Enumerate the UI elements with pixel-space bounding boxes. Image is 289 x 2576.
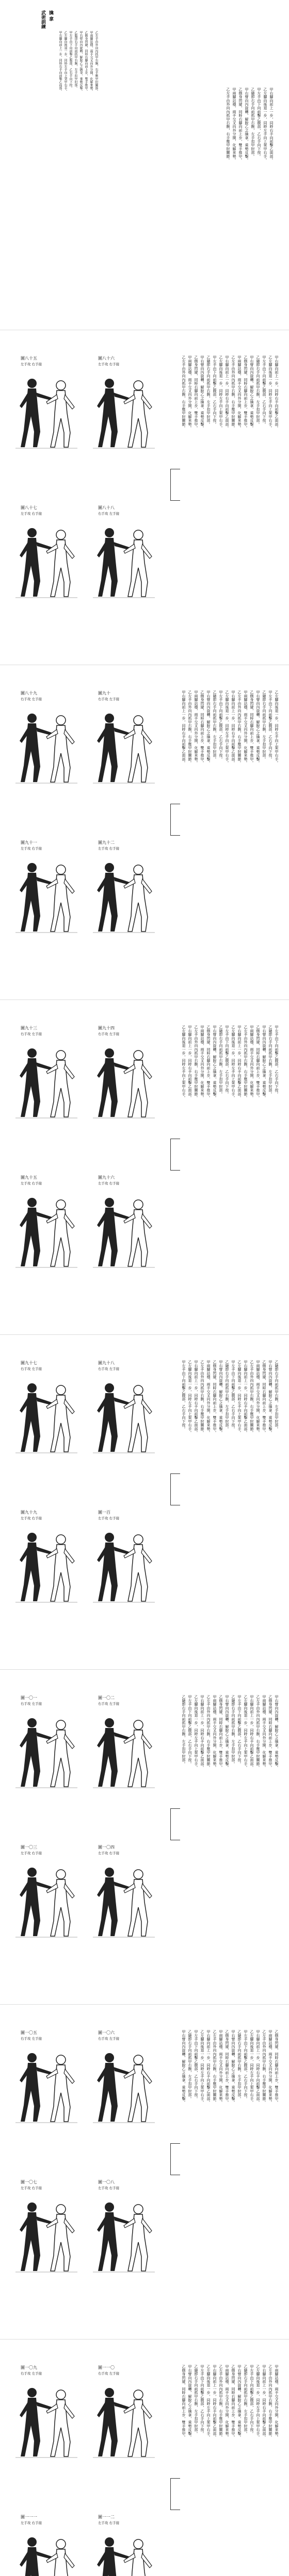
figure-subcaption: 右手攻 左手接	[98, 1032, 120, 1036]
text-line: 乙隨即右手向前抓甲右腕，左手扣甲肘部。	[251, 88, 255, 158]
text-line: 甲右臂向內旋轉，解脫乙之擒拿，乘勢反擊。	[200, 355, 204, 430]
text-line: 乙左手由外向內抓甲右腕，右手壓甲肘關節。	[194, 1025, 198, 1099]
figure-caption: 圖八十九	[21, 691, 37, 696]
figure-subcaption: 右手攻 左手接	[21, 2037, 42, 2041]
text-line: 乙左手由外向內抓甲右腕，右手壓甲肘關節。	[237, 690, 242, 765]
text-line: 乙左手由外向內抓甲右腕，右手壓甲肘關節。	[226, 88, 230, 162]
text-line: 乙隨即右手向前抓甲右腕，左手扣甲肘部。	[244, 2365, 248, 2435]
figure-subcaption: 左手攻 右手接	[98, 2521, 120, 2525]
figure-caption: 圖九十六	[98, 1175, 115, 1180]
text-line: 乙隨即右手向前抓甲右腕，左手扣甲肘部。	[219, 1025, 223, 1096]
text-line: 乙左腳向後退一步，同時左手向上架甲右手。	[200, 2030, 204, 2104]
text-line: 乙左手由外向內抓甲右腕，右手壓甲肘關節。	[244, 1025, 248, 1099]
figure-caption: 圖一一二	[98, 2515, 115, 2519]
figure-subcaption: 左手攻 右手接	[21, 1516, 42, 1520]
text-line: 乙左腳向後退一步，同時左手向上架甲右手。	[63, 31, 67, 93]
text-line: 甲左手由下向前擊乙腹部，乙右手向下按。	[188, 1695, 192, 1766]
text-line: 甲左手由下向前擊乙腹部，乙右手向下按。	[200, 2365, 204, 2435]
figure-caption: 圖一〇三	[21, 1845, 37, 1850]
annotation-bracket	[170, 469, 180, 501]
martial-arts-illustration	[10, 370, 83, 452]
text-line: 甲右臂向內旋轉，解脫乙之擒拿，乘勢反擊。	[245, 88, 249, 162]
text-line: 甲兩腳站穩，兩手交叉向外分開，化解來勢。	[89, 31, 93, 93]
text-line: 甲右腳向前上一步，同時右手向前擊乙面部。	[256, 2030, 260, 2104]
text-line: 甲右臂向內旋轉，解脫乙之擒拿，乘勢反擊。	[79, 31, 83, 93]
text-line: 乙左手由外向內抓甲右腕，右手壓甲肘關節。	[213, 2030, 217, 2104]
page-6	[0, 1674, 289, 2005]
figure-subcaption: 左手攻 右手接	[98, 1516, 120, 1520]
text-line: 甲右腳向前上一步，同時右手向前擊乙面部。	[269, 88, 274, 162]
figure-caption: 圖九十三	[21, 1026, 37, 1030]
text-line: 乙左腳向後退一步，同時左手向上架甲右手。	[231, 1025, 235, 1099]
martial-arts-illustration	[88, 370, 160, 452]
text-line: 甲兩腳站穩，兩手交叉向外分開，化解來勢。	[244, 690, 248, 765]
martial-arts-illustration	[88, 1709, 160, 1792]
text-line: 甲右臂向內旋轉，解脫乙之擒拿，乘勢反擊。	[262, 1025, 266, 1099]
text-line: 甲兩腳站穩，兩手交叉向外分開，化解來勢。	[206, 1360, 211, 1434]
figure-caption: 圖八十五	[21, 356, 37, 361]
text-line: 乙左手由外向內抓甲右腕，右手壓甲肘關節。	[262, 2030, 266, 2104]
text-line: 甲左手由下向前擊乙腹部，乙右手向下按。	[213, 355, 217, 426]
text-line: 乙左手由外向內抓甲右腕，右手壓甲肘關節。	[188, 690, 192, 765]
figure-subcaption: 左手攻 右手接	[21, 362, 42, 366]
text-line: 乙隨即右手向前抓甲右腕，左手扣甲肘部。	[74, 31, 77, 90]
text-line: 甲右腳向前上一步，同時右手向前擊乙面部。	[225, 355, 229, 430]
figure-caption: 圖八十六	[98, 356, 115, 361]
figure-caption: 圖一〇六	[98, 2030, 115, 2035]
text-line: 甲左手由下向前擊乙腹部，乙右手向下按。	[182, 1360, 186, 1431]
text-line: 乙隨即右手向前抓甲右腕，左手扣甲肘部。	[213, 690, 217, 761]
figure-caption: 圖一〇二	[98, 1696, 115, 1700]
page-8	[0, 2344, 289, 2576]
text-line: 乙隨即右手向前抓甲右腕，左手扣甲肘部。	[206, 355, 211, 426]
annotation-bracket	[170, 1808, 180, 1840]
text-line: 乙隨即右手向前抓甲右腕，左手扣甲肘部。	[225, 1360, 229, 1431]
text-line: 乙側身閃避，同時右腳向前上步，雙手推甲。	[244, 355, 248, 430]
text-line: 乙隨即右手向前抓甲右腕，左手扣甲肘部。	[262, 690, 266, 761]
text-line: 乙隨即右手向前抓甲右腕，左手扣甲肘部。	[237, 2030, 242, 2100]
text-line: 乙左手由外向內抓甲右腕，右手壓甲肘關節。	[219, 2365, 223, 2439]
text-line: 乙隨即右手向前抓甲右腕，左手扣甲肘部。	[268, 1025, 272, 1096]
text-line: 乙左腳向後退一步，同時左手向上架甲右手。	[182, 1025, 186, 1099]
text-line: 甲右臂向內旋轉，解脫乙之擒拿，乘勢反擊。	[268, 1360, 272, 1434]
text-line: 甲左手由下向前擊乙腹部，乙右手向下按。	[257, 88, 261, 158]
figure-subcaption: 右手攻 左手接	[98, 2037, 120, 2041]
martial-arts-illustration	[10, 1189, 83, 1272]
text-line: 甲右腳向前上一步，同時右手向前擊乙面部。	[200, 1695, 204, 1769]
text-line: 甲兩腳站穩，兩手交叉向外分開，化解來勢。	[268, 2030, 272, 2104]
figure-caption: 圖八十八	[98, 505, 115, 510]
text-line: 乙側身閃避，同時右腳向前上步，雙手推甲。	[194, 355, 198, 430]
text-line: 甲左手由下向前擊乙腹部，乙右手向下按。	[219, 690, 223, 761]
figure-subcaption: 右手攻 左手接	[21, 1367, 42, 1371]
text-line: 乙左手由外向內抓甲右腕，右手壓甲肘關節。	[268, 2365, 272, 2439]
figure-caption: 圖一〇四	[98, 1845, 115, 1850]
martial-arts-illustration	[88, 2529, 160, 2576]
figure-subcaption: 左手攻 右手接	[98, 1851, 120, 1855]
page-3	[0, 670, 289, 1000]
text-line: 乙側身閃避，同時右腳向前上步，雙手推甲。	[213, 1360, 217, 1434]
martial-arts-illustration	[10, 1709, 83, 1792]
text-line: 甲兩腳站穩，兩手交叉向外分開，化解來勢。	[237, 355, 242, 430]
martial-arts-illustration	[10, 1859, 83, 1941]
martial-arts-illustration	[88, 2194, 160, 2276]
text-line: 甲兩腳站穩，兩手交叉向外分開，化解來勢。	[232, 88, 236, 162]
text-line: 甲兩腳站穩，兩手交叉向外分開，化解來勢。	[225, 2365, 229, 2439]
martial-arts-illustration	[10, 1375, 83, 1457]
figure-caption: 圖九十	[98, 691, 110, 696]
text-line: 乙側身閃避，同時右腳向前上步，雙手推甲。	[250, 690, 254, 765]
page-7	[0, 2009, 289, 2340]
text-line: 甲左手由下向前擊乙腹部，乙右手向下按。	[225, 1025, 229, 1096]
text-line: 甲右臂向內旋轉，解脫乙之擒拿，乘勢反擊。	[219, 1360, 223, 1434]
text-line: 甲右臂向內旋轉，解脫乙之擒拿，乘勢反擊。	[188, 2365, 192, 2439]
martial-arts-illustration	[10, 2529, 83, 2576]
text-line: 甲左手由下向前擊乙腹部，乙右手向下按。	[69, 31, 72, 90]
figure-caption: 圖九十八	[98, 1361, 115, 1365]
text-line: 乙左手由外向內抓甲右腕，右手壓甲肘關節。	[250, 1360, 254, 1434]
text-line: 甲兩腳站穩，兩手交叉向外分開，化解來勢。	[194, 690, 198, 765]
text-line: 乙左腳向後退一步，同時左手向上架甲右手。	[188, 1360, 192, 1434]
figure-subcaption: 左手攻 右手接	[21, 1851, 42, 1855]
text-line: 甲右臂向內旋轉，解脫乙之擒拿，乘勢反擊。	[250, 355, 254, 430]
text-line: 乙左手由外向內抓甲右腕，右手壓甲肘關節。	[94, 31, 98, 93]
text-line: 乙左腳向後退一步，同時左手向上架甲右手。	[206, 2365, 211, 2439]
martial-arts-illustration	[10, 705, 83, 787]
martial-arts-illustration	[10, 1524, 83, 1606]
text-line: 甲右臂向內旋轉，解脫乙之擒拿，乘勢反擊。	[237, 2365, 242, 2439]
text-line: 乙左腳向後退一步，同時左手向上架甲右手。	[244, 1695, 248, 1769]
figure-subcaption: 左手攻 右手接	[98, 1181, 120, 1185]
text-line: 乙側身閃避，同時右腳向前上步，雙手推甲。	[84, 31, 88, 93]
text-line: 乙隨即右手向前抓甲右腕，左手扣甲肘部。	[182, 1695, 186, 1766]
figure-caption: 圖九十七	[21, 1361, 37, 1365]
page-4	[0, 1005, 289, 1335]
annotation-bracket	[170, 1139, 180, 1171]
text-line: 甲左手由下向前擊乙腹部，乙右手向下按。	[262, 355, 266, 426]
text-line: 乙左手由外向內抓甲右腕，右手壓甲肘關節。	[200, 1360, 204, 1434]
text-line: 乙側身閃避，同時右腳向前上步，雙手推甲。	[182, 2365, 186, 2439]
text-line: 甲右腳向前上一步，同時右手向前擊乙面部。	[237, 1025, 242, 1099]
figure-subcaption: 左手攻 右手接	[98, 2186, 120, 2190]
text-line: 甲右臂向內旋轉，解脫乙之擒拿，乘勢反擊。	[206, 690, 211, 765]
text-line: 甲右臂向內旋轉，解脫乙之擒拿，乘勢反擊。	[213, 1025, 217, 1099]
annotation-bracket	[170, 2478, 180, 2510]
text-line: 乙左手由外向內抓甲右腕，右手壓甲肘關節。	[206, 1695, 211, 1769]
martial-arts-illustration	[10, 854, 83, 937]
figure-subcaption: 右手攻 左手接	[21, 1702, 42, 1706]
text-line: 乙左手由外向內抓甲右腕，右手壓甲肘關節。	[182, 355, 186, 430]
figure-subcaption: 左手攻 右手接	[21, 2186, 42, 2190]
text-line: 甲兩腳站穩，兩手交叉向外分開，化解來勢。	[256, 1360, 260, 1434]
text-line: 乙隨即右手向前抓甲右腕，左手扣甲肘部。	[256, 355, 260, 426]
martial-arts-illustration	[10, 2379, 83, 2462]
text-line: 甲兩腳站穩，兩手交叉向外分開，化解來勢。	[250, 1025, 254, 1099]
martial-arts-illustration	[88, 1524, 160, 1606]
text-line: 甲右腳向前上一步，同時右手向前擊乙面部。	[213, 2365, 217, 2439]
annotation-bracket	[170, 2143, 180, 2175]
text-line: 甲右臂向內旋轉，解脫乙之擒拿，乘勢反擊。	[182, 2030, 186, 2104]
figure-caption: 圖一〇七	[21, 2180, 37, 2184]
figure-caption: 圖九十一	[21, 840, 37, 845]
annotation-bracket	[170, 804, 180, 836]
figure-subcaption: 右手攻 左手接	[21, 697, 42, 701]
text-line: 甲右臂向內旋轉，解脫乙之擒拿，乘勢反擊。	[275, 1695, 279, 1769]
text-line: 乙左腳向後退一步，同時左手向上架甲右手。	[225, 690, 229, 765]
text-line: 甲兩腳站穩，兩手交叉向外分開，化解來勢。	[200, 1025, 204, 1099]
figure-subcaption: 左手攻 右手接	[21, 846, 42, 851]
text-line: 甲右臂向內旋轉，解脫乙之擒拿，乘勢反擊。	[225, 1695, 229, 1769]
figure-subcaption: 左手攻 右手接	[98, 846, 120, 851]
figure-subcaption: 右手攻 左手接	[98, 2371, 120, 2376]
figure-subcaption: 右手攻 左手接	[21, 2371, 42, 2376]
text-line: 甲左手由下向前擊乙腹部，乙右手向下按。	[268, 690, 272, 761]
text-line: 乙左腳向後退一步，同時左手向上架甲右手。	[250, 2030, 254, 2104]
figure-caption: 圖一一一	[21, 2515, 37, 2519]
figure-caption: 圖一〇五	[21, 2030, 37, 2035]
figure-caption: 圖一〇九	[21, 2365, 37, 2370]
text-line: 乙左腳向後退一步，同時左手向上架甲右手。	[275, 690, 279, 765]
text-line: 乙側身閃避，同時右腳向前上步，雙手推甲。	[268, 1695, 272, 1769]
text-line: 甲左手由下向前擊乙腹部，乙右手向下按。	[194, 2030, 198, 2100]
martial-arts-illustration	[10, 2044, 83, 2127]
text-line: 甲右腳向前上一步，同時右手向前擊乙面部。	[275, 355, 279, 430]
book-subtitle: 擒 拿	[48, 10, 53, 22]
book-title: 武術訓練	[40, 10, 45, 29]
martial-arts-illustration	[88, 854, 160, 937]
text-line: 乙隨即右手向前抓甲右腕，左手扣甲肘部。	[231, 1695, 235, 1766]
text-line: 甲右腳向前上一步，同時右手向前擊乙面部。	[262, 2365, 266, 2439]
text-line: 乙側身閃避，同時右腳向前上步，雙手推甲。	[275, 2030, 279, 2104]
figure-subcaption: 左手攻 右手接	[21, 2521, 42, 2525]
martial-arts-illustration	[88, 705, 160, 787]
figure-caption: 圖九十九	[21, 1510, 37, 1515]
text-line: 甲左手由下向前擊乙腹部，乙右手向下按。	[244, 2030, 248, 2100]
text-line: 甲右腳向前上一步，同時右手向前擊乙面部。	[182, 690, 186, 765]
martial-arts-illustration	[88, 1375, 160, 1457]
text-line: 甲兩腳站穩，兩手交叉向外分開，化解來勢。	[275, 2365, 279, 2439]
page-5	[0, 1340, 289, 1670]
martial-arts-illustration	[88, 1040, 160, 1122]
text-line: 甲左手由下向前擊乙腹部，乙右手向下按。	[250, 2365, 254, 2435]
text-line: 乙側身閃避，同時右腳向前上步，雙手推甲。	[231, 2365, 235, 2439]
martial-arts-illustration	[10, 1040, 83, 1122]
text-line: 乙隨即右手向前抓甲右腕，左手扣甲肘部。	[275, 1360, 279, 1431]
martial-arts-illustration	[88, 519, 160, 602]
page-2	[0, 335, 289, 665]
text-line: 乙左手由外向內抓甲右腕，右手壓甲肘關節。	[231, 355, 235, 430]
figure-subcaption: 左手攻 右手接	[21, 512, 42, 516]
figure-subcaption: 右手攻 左手接	[21, 1032, 42, 1036]
page-1	[0, 0, 289, 330]
text-line: 乙側身閃避，同時右腳向前上步，雙手推甲。	[225, 2030, 229, 2104]
text-line: 甲兩腳站穩，兩手交叉向外分開，化解來勢。	[262, 1695, 266, 1769]
figure-caption: 圖八十七	[21, 505, 37, 510]
text-line: 乙左腳向後退一步，同時左手向上架甲右手。	[256, 2365, 260, 2439]
martial-arts-illustration	[88, 2379, 160, 2462]
text-line: 乙左腳向後退一步，同時左手向上架甲右手。	[219, 355, 223, 430]
figure-caption: 圖一一〇	[98, 2365, 115, 2370]
text-line: 甲右腳向前上一步，同時右手向前擊乙面部。	[194, 1360, 198, 1434]
figure-caption: 圖九十二	[98, 840, 115, 845]
martial-arts-illustration	[88, 1859, 160, 1941]
text-line: 乙左腳向後退一步，同時左手向上架甲右手。	[194, 1695, 198, 1769]
text-line: 甲左手由下向前擊乙腹部，乙右手向下按。	[231, 1360, 235, 1431]
text-line: 甲右腳向前上一步，同時右手向前擊乙面部。	[58, 31, 62, 93]
text-line: 甲右腳向前上一步，同時右手向前擊乙面部。	[206, 2030, 211, 2104]
text-line: 甲右腳向前上一步，同時右手向前擊乙面部。	[244, 1360, 248, 1434]
martial-arts-illustration	[10, 2194, 83, 2276]
figure-caption: 圖一百	[98, 1510, 110, 1515]
figure-subcaption: 右手攻 左手接	[98, 1367, 120, 1371]
annotation-bracket	[170, 1473, 180, 1505]
text-line: 甲兩腳站穩，兩手交叉向外分開，化解來勢。	[188, 355, 192, 430]
text-line: 乙側身閃避，同時右腳向前上步，雙手推甲。	[219, 1695, 223, 1769]
text-line: 乙側身閃避，同時右腳向前上步，雙手推甲。	[206, 1025, 211, 1099]
figure-subcaption: 左手攻 右手接	[21, 1181, 42, 1185]
figure-caption: 圖九十四	[98, 1026, 115, 1030]
text-line: 乙左腳向後退一步，同時左手向上架甲右手。	[268, 355, 272, 430]
text-line: 甲兩腳站穩，兩手交叉向外分開，化解來勢。	[213, 1695, 217, 1769]
text-line: 甲兩腳站穩，兩手交叉向外分開，化解來勢。	[219, 2030, 223, 2104]
text-line: 乙側身閃避，同時右腳向前上步，雙手推甲。	[238, 88, 243, 162]
text-line: 乙側身閃避，同時右腳向前上步，雙手推甲。	[200, 690, 204, 765]
text-line: 乙側身閃避，同時右腳向前上步，雙手推甲。	[256, 1025, 260, 1099]
text-line: 乙左腳向後退一步，同時左手向上架甲右手。	[263, 88, 267, 162]
text-line: 乙側身閃避，同時右腳向前上步，雙手推甲。	[262, 1360, 266, 1434]
text-line: 甲右臂向內旋轉，解脫乙之擒拿，乘勢反擊。	[231, 2030, 235, 2104]
text-line: 甲右腳向前上一步，同時右手向前擊乙面部。	[250, 1695, 254, 1769]
martial-arts-illustration	[88, 2044, 160, 2127]
text-line: 乙左手由外向內抓甲右腕，右手壓甲肘關節。	[256, 1695, 260, 1769]
text-line: 乙左腳向後退一步，同時左手向上架甲右手。	[237, 1360, 242, 1434]
figure-caption: 圖一〇八	[98, 2180, 115, 2184]
figure-subcaption: 左手攻 右手接	[98, 362, 120, 366]
text-line: 甲右腳向前上一步，同時右手向前擊乙面部。	[231, 690, 235, 765]
figure-caption: 圖一〇一	[21, 1696, 37, 1700]
martial-arts-illustration	[10, 519, 83, 602]
figure-caption: 圖九十五	[21, 1175, 37, 1180]
figure-subcaption: 右手攻 左手接	[98, 1702, 120, 1706]
text-line: 甲右腳向前上一步，同時右手向前擊乙面部。	[188, 1025, 192, 1099]
text-line: 甲右臂向內旋轉，解脫乙之擒拿，乘勢反擊。	[256, 690, 260, 765]
text-line: 甲左手由下向前擊乙腹部，乙右手向下按。	[275, 1025, 279, 1096]
figure-subcaption: 右手攻 左手接	[98, 512, 120, 516]
text-line: 乙隨即右手向前抓甲右腕，左手扣甲肘部。	[188, 2030, 192, 2100]
figure-subcaption: 右手攻 左手接	[98, 697, 120, 701]
text-line: 甲左手由下向前擊乙腹部，乙右手向下按。	[237, 1695, 242, 1766]
martial-arts-illustration	[88, 1189, 160, 1272]
text-line: 乙隨即右手向前抓甲右腕，左手扣甲肘部。	[194, 2365, 198, 2435]
